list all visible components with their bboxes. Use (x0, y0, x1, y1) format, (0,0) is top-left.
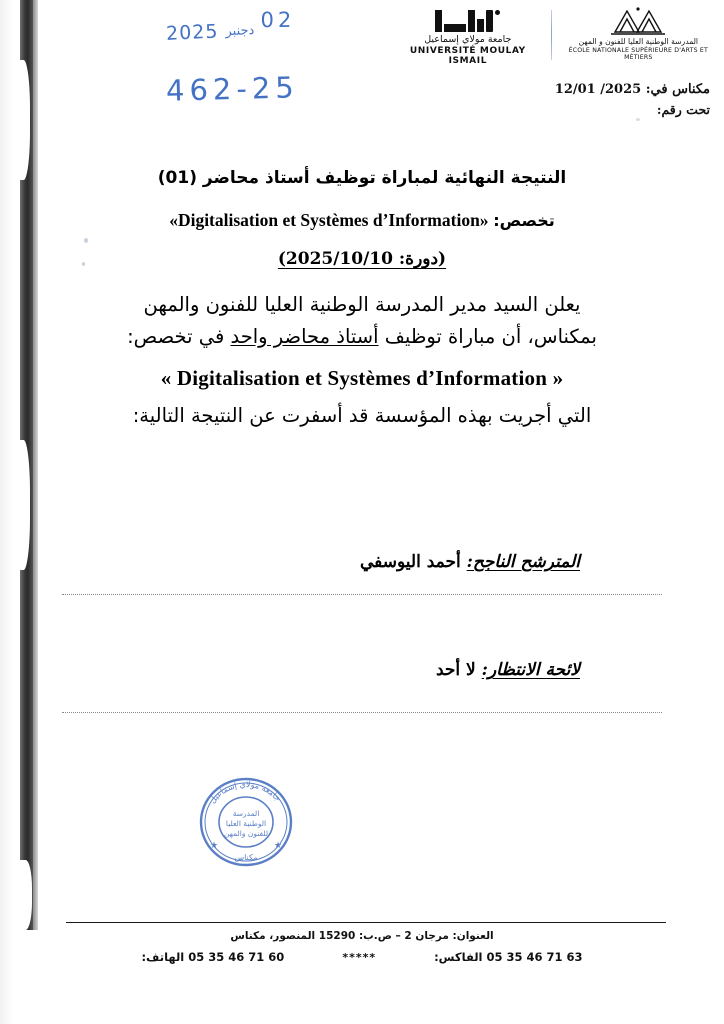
winner-label: المترشح الناجح: (466, 552, 580, 572)
waiting-list-label: لائحة الانتظار: (481, 660, 580, 680)
school-logo-block (562, 6, 715, 61)
specialty-value: «Digitalisation et Systèmes d’Information» (169, 210, 489, 230)
phone-label: الهاتف: (141, 950, 185, 964)
announcement-paragraph (102, 289, 622, 352)
document-body (48, 168, 676, 437)
announcement-line-2-suffix: في تخصص: (127, 324, 231, 348)
waiting-list-divider (62, 712, 662, 713)
scan-edge-notch (14, 60, 30, 180)
registry-year: 2025 (165, 20, 219, 45)
announcement-position-underlined: أستاذ محاضر واحد (230, 324, 379, 348)
fax-value: 05 35 46 71 63 (486, 950, 583, 964)
waiting-list-section (48, 660, 676, 713)
letterhead (395, 6, 715, 68)
scan-edge-notch (16, 860, 32, 930)
registry-number-stamp: 462-25 (165, 70, 300, 108)
footer-address: العنوان: مرجان 2 – ص.ب: 15290 المنصور، مكناس (230, 930, 494, 942)
registry-month: دجنبر (225, 22, 255, 40)
university-name-ar: جامعة مولاي إسماعيل (424, 34, 512, 45)
school-name-ar: المدرسة الوطنية العليا للفنون و المهن (578, 37, 699, 46)
seal-center-line-1: المدرسة (232, 809, 260, 818)
university-name-fr: UNIVERSITÉ MOULAY ISMAIL (409, 46, 526, 66)
scan-edge-notch (14, 440, 30, 570)
umi-monogram-logo (395, 6, 541, 32)
footer-phone (141, 950, 284, 964)
city-date: مكناس في: 2025/ 12/01 (554, 82, 710, 97)
winner-row (48, 552, 676, 572)
announcement-line-1: يعلن السيد مدير المدرسة الوطنية العليا للفنون والمهن (143, 293, 581, 316)
footer-contacts (48, 950, 676, 964)
results-divider (62, 594, 662, 595)
scan-binding-shadow-inner (33, 0, 38, 930)
specialty-quoted: « Digitalisation et Systèmes d’Information » (160, 366, 564, 391)
school-name-fr: ÉCOLE NATIONALE SUPÉRIEURE D'ARTS ET MÉTIERS (568, 47, 708, 61)
official-round-seal (190, 776, 302, 868)
waiting-list-row (48, 660, 676, 680)
footer (48, 930, 676, 964)
specialty-line (48, 210, 676, 231)
footer-separator: ***** (342, 950, 377, 964)
page-title: النتيجة النهائية لمباراة توظيف أستاذ محاضر (01) (157, 168, 567, 188)
university-logo-block (395, 6, 541, 66)
registry-day: 02 (260, 7, 296, 33)
scan-edge-light (0, 0, 14, 1024)
specialty-label: تخصص: (493, 211, 555, 230)
results-section (48, 552, 676, 595)
registry-date-stamp (165, 7, 297, 45)
seal-center-line-2: الوطنية العليا (225, 819, 267, 828)
announcement-line-2-prefix: بمكناس، أن مباراة توظيف (378, 324, 597, 348)
footer-fax (434, 950, 582, 964)
seal-star-right: ★ (274, 840, 283, 850)
ensam-triangle-logo (562, 6, 715, 36)
seal-ring-bottom-text: مكناس (234, 853, 258, 862)
seal-star-left: ★ (210, 840, 219, 850)
footer-divider (66, 922, 666, 923)
phone-value: 05 35 46 71 60 (188, 950, 285, 964)
closing-sentence: التي أجريت بهذه المؤسسة قد أسفرت عن النتيجة التالية: (132, 404, 592, 428)
seal-center-line-3: للفنون والمهن (223, 829, 269, 838)
letterhead-divider (551, 10, 552, 60)
session-date: (دورة: 2025/10/10) (277, 249, 447, 269)
winner-name: أحمد اليوسفي (359, 552, 461, 572)
fax-label: الفاكس: (434, 950, 483, 964)
waiting-list-value: لا أحد (435, 660, 476, 680)
document-meta (480, 80, 710, 120)
seal-ring-top-text: جامعة مولاي إسماعيل (207, 779, 283, 806)
reference-number: تحت رقم: (656, 102, 710, 118)
